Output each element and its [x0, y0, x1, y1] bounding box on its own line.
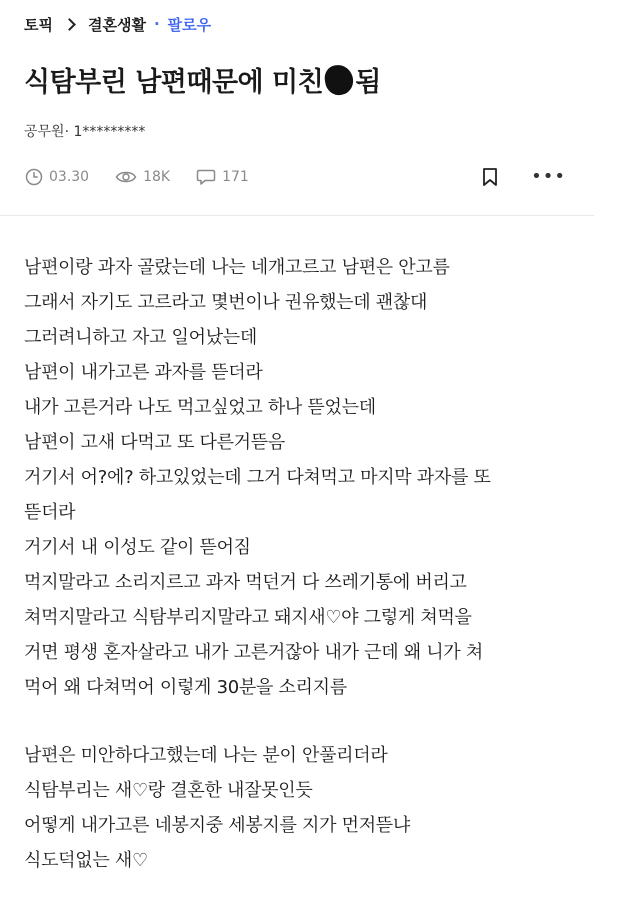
body-line: 거면 평생 혼자살라고 내가 고른거잖아 내가 근데 왜 니가 쳐 — [24, 642, 483, 663]
follow-button[interactable]: 팔로우 — [167, 15, 212, 34]
post-date — [25, 168, 89, 186]
body-line: 남편이 내가고른 과자를 뜯더라 — [24, 362, 263, 383]
body-line: 내가 고른거라 나도 먹고싶었고 하나 뜯었는데 — [24, 397, 376, 418]
more-options-button[interactable]: ••• — [531, 166, 566, 187]
body-line: 어떻게 내가고른 네봉지중 세봉지를 지가 먼저뜯냐 — [24, 815, 410, 836]
post-title-text: 식탐부린 남편때문에 미친 — [24, 67, 324, 98]
post-comments-text: 171 — [222, 169, 249, 185]
eye-icon — [115, 169, 137, 185]
breadcrumb-separator: · — [153, 15, 160, 33]
body-line: 먹지말라고 소리지르고 과자 먹던거 다 쓰레기통에 버리고 — [24, 572, 467, 593]
body-line: 그래서 자기도 고르라고 몇번이나 권유했는데 괜찮대 — [24, 292, 428, 313]
body-line: 식탐부리는 새♡랑 결혼한 내잘못인듯 — [24, 780, 313, 801]
body-line: 거기서 내 이성도 같이 뜯어짐 — [24, 537, 251, 558]
post-body — [24, 250, 604, 878]
body-line: 식도덕없는 새♡ — [24, 850, 148, 871]
post-date-text: 03.30 — [49, 169, 90, 185]
bookmark-icon — [481, 167, 499, 187]
censor-mark — [323, 63, 355, 97]
clock-icon — [25, 168, 43, 186]
paragraph-1 — [24, 250, 604, 705]
breadcrumb — [24, 10, 211, 38]
post-meta — [25, 164, 275, 190]
post-views-text: 18K — [143, 169, 171, 185]
comment-icon — [196, 168, 216, 186]
chevron-right-icon — [63, 18, 76, 31]
divider — [0, 215, 594, 216]
body-line: 뜯더라 — [24, 502, 76, 523]
body-line: 쳐먹지말라고 식탐부리지말라고 돼지새♡야 그렇게 쳐먹을 — [24, 607, 472, 628]
body-line: 그러려니하고 자고 일어났는데 — [24, 327, 257, 348]
paragraph-2 — [24, 738, 604, 878]
post-author[interactable]: 공무원· 1********* — [24, 124, 146, 140]
post-title — [24, 60, 381, 99]
post-title-suffix: 됨 — [355, 67, 381, 98]
post-actions — [481, 164, 566, 190]
body-line: 거기서 어?에? 하고있었는데 그거 다쳐먹고 마지막 과자를 또 — [24, 467, 491, 488]
post-comments[interactable] — [196, 168, 249, 186]
bookmark-button[interactable] — [481, 167, 499, 187]
breadcrumb-topic[interactable]: 토픽 — [24, 15, 53, 34]
breadcrumb-category[interactable]: 결혼생활 — [87, 15, 146, 34]
post-views — [115, 169, 170, 185]
body-line: 먹어 왜 다쳐먹어 이렇게 30분을 소리지름 — [24, 677, 347, 698]
body-line: 남편이랑 과자 골랐는데 나는 네개고르고 남편은 안고름 — [24, 257, 450, 278]
body-line: 남편이 고새 다먹고 또 다른거뜯음 — [24, 432, 285, 453]
body-line: 남편은 미안하다고했는데 나는 분이 안풀리더라 — [24, 745, 388, 766]
paragraph-gap — [24, 705, 604, 738]
